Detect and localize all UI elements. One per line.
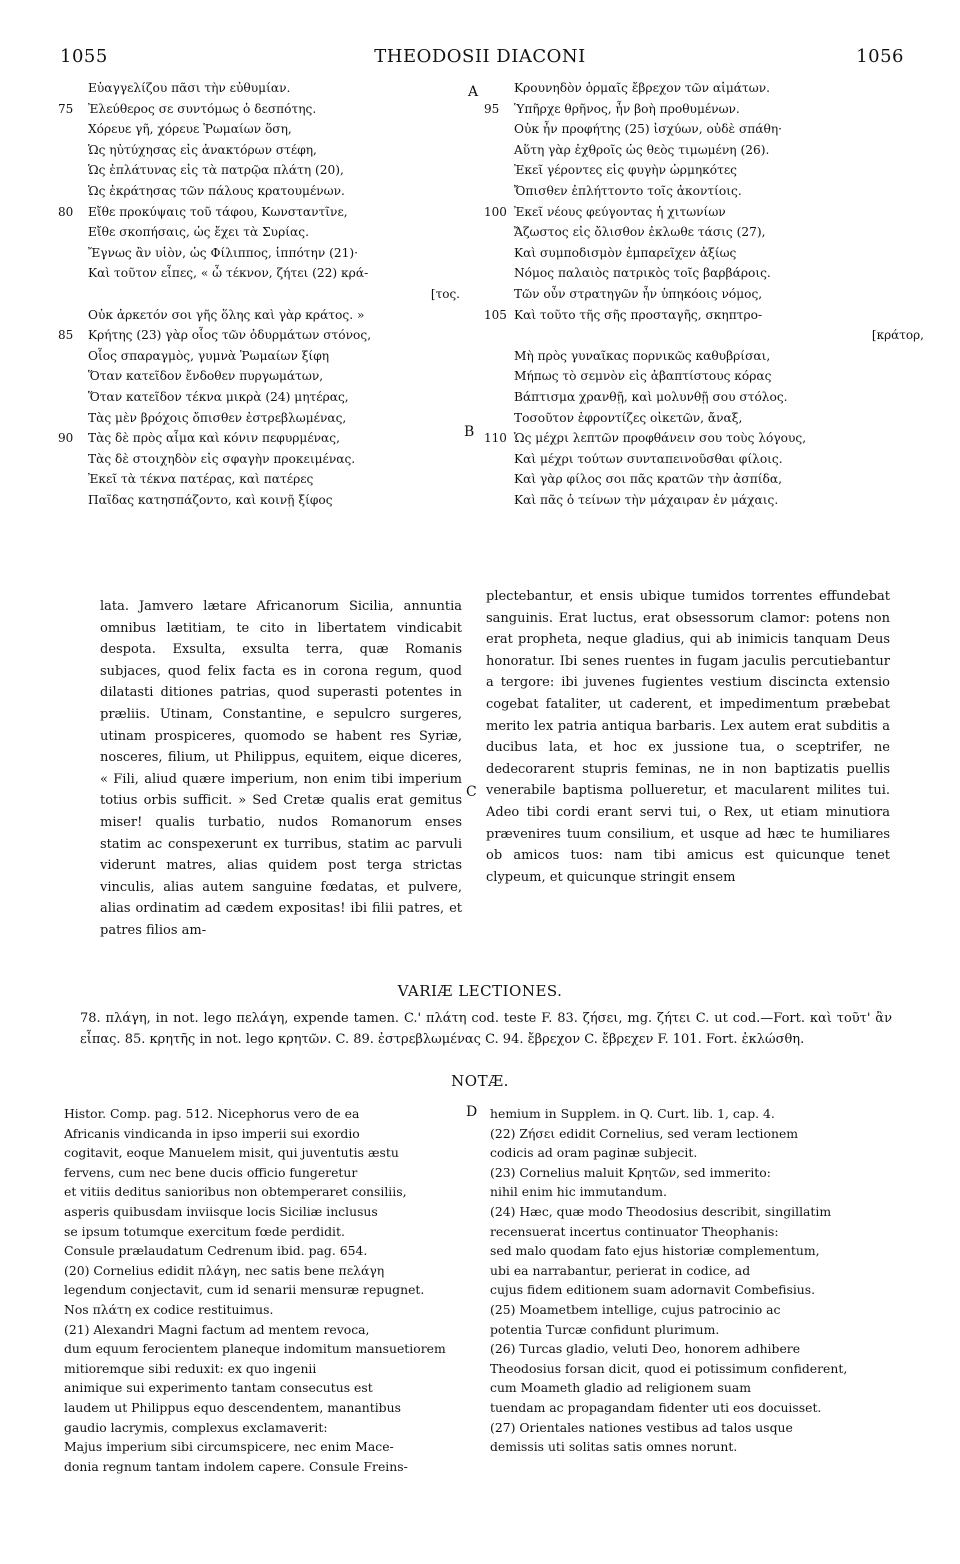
note-line: nihil enim hic immutandum.	[490, 1184, 667, 1200]
note-line: sed malo quodam fato ejus historiæ complementum,	[490, 1243, 820, 1259]
verse-line	[58, 387, 460, 408]
note-line: (20) Cornelius edidit πλάγη, nec satis bene πελάγη	[64, 1262, 385, 1278]
verse-text: Μήπως τὸ σεμνὸν εἰς ἀβαπτίστους κόρας	[514, 369, 772, 384]
verse-text: Καὶ τοῦτον εἶπες, « ὦ τέκνον, ζήτει (22) κρά-	[88, 266, 369, 281]
note-line: (26) Turcas gladio, veluti Deo, honorem adhibere	[490, 1341, 801, 1357]
latin-translation-left: lata. Jamvero lætare Africanorum Sicilia, annuntia omnibus lætitiam, te cito in libertatem vindicabit despota. Exsulta, exsulta terra, quæ Romanis subjaces, quod felix facta es in corona regum, quod dilatasti ditiones patrias, quod superasti potentes in præliis. Utinam, Constantine, e sepulcro surgeres, utinam prospiceres, quomodo se habent res Syriæ, nosceres, filium, ut Philippus, equitem, eique diceres, « Fili, aliud quære imperium, non enim tibi imperium totius orbis sufficit. » Sed Cretæ qualis erat gemitus miser! qualis turbatio, nudos Romanorum enses statim ac conspexerunt ex turribus, statim ac parvuli viderunt matres, alias quidem post terga strictas vinculis, alias autem sanguine fœdatas, et pulvere, alias ordinatim ad cædem expositas! ibi filii patres, et patres filios am-	[100, 599, 462, 938]
note-line: cujus fidem editionem suam adornavit Combefisius.	[490, 1282, 816, 1298]
note-line: (21) Alexandri Magni factum ad mentem revoca,	[64, 1321, 370, 1337]
verse-text: Καὶ γὰρ φίλος σοι πᾶς κρατῶν τὴν ἀσπίδα,	[514, 472, 782, 487]
verse-text: Καὶ μέχρι τούτων συνταπεινοῦσθαι φίλοις.	[514, 451, 783, 466]
verse-text: Ὅταν κατεῖδον τέκνα μικρὰ (24) μητέρας,	[88, 389, 349, 404]
verse-text: Αὕτη γὰρ ἐχθροῖς ὡς θεὸς τιμωμένη (26).	[514, 142, 770, 157]
note-line: animique sui experimento tantam consecutus est	[64, 1380, 373, 1396]
note-line: cum Moameth gladio ad religionem suam	[490, 1380, 751, 1396]
verse-text: Ἐλεύθερος σε συντόμως ὁ δεσπότης.	[88, 101, 317, 116]
verse-carryover: [τος.	[430, 286, 460, 301]
verse-text: Καὶ τοῦτο τῆς σῆς προσταγῆς, σκηπτρο-	[514, 307, 763, 322]
verse-line	[58, 243, 460, 264]
verse-text: Ἐκεῖ τὰ τέκνα πατέρας, καὶ πατέρες	[88, 472, 314, 487]
verse-line	[58, 263, 460, 284]
margin-letter-d: D	[466, 1104, 478, 1120]
verse-text: Τῶν οὖν στρατηγῶν ἦν ὑπηκόοις νόμος,	[514, 286, 763, 301]
verse-text: Κρήτης (23) γὰρ οἷος τῶν ὀδυρμάτων στόνος,	[88, 328, 372, 343]
verse-text: Εἴθε προκύψαις τοῦ τάφου, Κωνσταντῖνε,	[88, 204, 348, 219]
note-line: Consule prælaudatum Cedrenum ibid. pag. 654.	[64, 1243, 368, 1259]
verse-line	[484, 243, 924, 264]
verse-line	[58, 119, 460, 140]
verse-line	[58, 222, 460, 243]
verse-text: Τὰς δὲ στοιχηδὸν εἰς σφαγὴν προκειμένας.	[88, 451, 356, 466]
verse-text: Χόρευε γῆ, χόρευε Ῥωμαίων ὅση,	[88, 122, 292, 137]
latin-translation-right: plectebantur, et ensis ubique tumidos torrentes effundebat sanguinis. Erat luctus, erat obsessorum clamor: potens non erat propheta, neque gladius, qui ab inimicis tanquam Deus honoratur. Ibi senes ruentes in fugam jaculis percutiebantur a tergore: ibi juvenes fugientes vestium discincta extensio cogebat fataliter, ut caderent, et impedimentum præbebat merito lex patria antiqua barbaris. Lex autem erat subditis a ducibus lata, et hoc ex jussione tua, o sceptrifer, ne dedecorarent stupris feminas, ne in non baptizatis puellis venerabile baptisma pollueretur, et macularent milites tui. Adeo tibi cordi erant servi tui, o Rex, ut etiam minutiora prævenires tuum consilium, et usque ad hæc te humiliares ob amicos tuos: nam tibi amicus est quicunque tenet clypeum, et quicunque stringit ensem	[486, 589, 890, 885]
margin-letter-c: C	[466, 784, 477, 800]
verse-line	[484, 387, 924, 408]
variae-lectiones-title: VARIÆ LECTIONES.	[397, 982, 563, 1000]
greek-verse-right-column	[484, 78, 924, 510]
note-line: dum equum ferocientem planeque indomitum mansuetiorem	[64, 1341, 446, 1357]
verse-text: Εἴθε σκοπήσαις, ὡς ἔχει τὰ Συρίας.	[88, 225, 309, 240]
verse-line	[484, 263, 924, 284]
note-line: (25) Moametbem intellige, cujus patrocinio ac	[490, 1301, 781, 1317]
verse-line	[58, 99, 460, 120]
verse-line	[58, 408, 460, 429]
verse-text: Μὴ πρὸς γυναῖκας πορνικῶς καθυβρίσαι,	[514, 348, 771, 363]
verse-line	[484, 408, 924, 429]
verse-text: Ὅταν κατεῖδον ἔνδοθεν πυργωμάτων,	[88, 369, 324, 384]
note-line: hemium in Supplem. in Q. Curt. lib. 1, cap. 4.	[490, 1106, 775, 1121]
note-line: mitioremque sibi reduxit: ex quo ingenii	[64, 1360, 317, 1376]
verse-text: Καὶ πᾶς ὁ τείνων τὴν μάχαιραν ἐν μάχαις.	[514, 492, 779, 507]
verse-line	[58, 449, 460, 470]
note-line: Theodosius forsan dicit, quod ei potissimum confiderent,	[490, 1360, 848, 1376]
verse-text: Βάπτισμα χρανθῇ, καὶ μολυνθῇ σου στόλος.	[514, 389, 788, 404]
note-line: (27) Orientales nationes vestibus ad talos usque	[490, 1419, 793, 1435]
verse-number: 105	[484, 307, 507, 322]
verse-line	[484, 325, 924, 346]
verse-line	[484, 469, 924, 490]
verse-line	[484, 78, 924, 99]
note-line: Majus imperium sibi circumspicere, nec enim Mace-	[64, 1439, 394, 1455]
margin-letter-a: A	[468, 84, 479, 100]
verse-text: Ὡς ηὐτύχησας εἰς ἀνακτόρων στέφη,	[88, 142, 317, 157]
right-page-number: 1056	[856, 46, 904, 67]
verse-text: Οἷος σπαραγμὸς, γυμνὰ Ῥωμαίων ξίφη	[88, 348, 330, 363]
note-line: gaudio lacrymis, complexus exclamaverit:	[64, 1419, 328, 1435]
verse-line	[484, 202, 924, 223]
verse-text: Ὡς μέχρι λεπτῶν προφθάνειν σου τοὺς λόγους,	[514, 431, 807, 446]
note-line: Histor. Comp. pag. 512. Nicephorus vero de ea	[64, 1106, 360, 1121]
note-line: asperis quibusdam inviisque locis Siciliæ inclusus	[64, 1203, 378, 1219]
verse-text: Ἐκεῖ γέροντες εἰς φυγὴν ὡρμηκότες	[514, 163, 738, 178]
verse-text: Ἔγνως ἂν υἱὸν, ὡς Φίλιππος, ἱππότην (21)·	[88, 245, 359, 260]
verse-line	[484, 449, 924, 470]
note-line: donia regnum tantam indolem capere. Consule Freins-	[64, 1458, 408, 1474]
notae-right-column	[490, 1104, 892, 1457]
verse-number: 85	[58, 328, 74, 343]
verse-text: Νόμος παλαιὸς πατρικὸς τοῖς βαρβάροις.	[514, 266, 771, 281]
verse-line	[58, 78, 460, 99]
note-line: (24) Hæc, quæ modo Theodosius describit, singillatim	[490, 1203, 832, 1219]
note-line: fervens, cum nec bene ducis officio fungeretur	[64, 1164, 358, 1180]
note-line: (23) Cornelius maluit Κρητῶν, sed immerito:	[490, 1164, 771, 1180]
verse-line	[58, 160, 460, 181]
verse-text: Τοσοῦτον ἐφροντίζες οἰκετῶν, ἄναξ,	[514, 410, 743, 425]
note-line: se ipsum totumque exercitum fœde perdidit.	[64, 1223, 345, 1239]
verse-line	[484, 181, 924, 202]
verse-number: 100	[484, 204, 507, 219]
verse-text: Ὑπῆρχε θρῆνος, ἦν βοὴ προθυμένων.	[514, 101, 740, 116]
verse-number: 110	[484, 431, 507, 446]
verse-text: Οὐκ ἀρκετόν σοι γῆς ὅλης καὶ γὰρ κράτος. »	[88, 307, 365, 322]
note-line: Africanis vindicanda in ipso imperii sui exordio	[64, 1125, 360, 1141]
verse-text: Τὰς δὲ πρὸς αἷμα καὶ κόνιν πεφυρμένας,	[88, 431, 340, 446]
verse-line	[58, 490, 460, 511]
running-title: THEODOSII DIACONI	[374, 46, 586, 67]
note-line: legendum conjectavit, cum id senarii mensuræ repugnet.	[64, 1282, 425, 1298]
note-line: (22) Ζήσει edidit Cornelius, sed veram lectionem	[490, 1125, 799, 1141]
left-page-number: 1055	[60, 46, 108, 67]
verse-line	[484, 366, 924, 387]
verse-number: 90	[58, 431, 74, 446]
notae-left-column	[64, 1104, 462, 1476]
note-line: laudem ut Philippus equo descendentem, manantibus	[64, 1399, 401, 1415]
verse-line	[58, 428, 460, 449]
verse-text: Παῖδας κατησπάζοντο, καὶ κοινῇ ξίφος	[88, 492, 333, 507]
verse-line	[58, 366, 460, 387]
verse-line	[484, 428, 924, 449]
note-line: codicis ad oram paginæ subjecit.	[490, 1145, 698, 1161]
verse-text: Καὶ συμποδισμὸν ἐμπαρεῖχεν ἀξίως	[514, 245, 737, 260]
verse-text: Ὄπισθεν ἐπλήττοντο τοῖς ἀκοντίοις.	[514, 183, 742, 198]
note-line: demissis uti solitas satis omnes norunt.	[490, 1439, 738, 1455]
verse-line	[484, 284, 924, 305]
verse-line	[484, 160, 924, 181]
verse-line	[484, 490, 924, 511]
verse-line	[484, 140, 924, 161]
verse-text: Κρουνηδὸν ὁρμαῖς ἔβρεχον τῶν αἱμάτων.	[514, 81, 770, 95]
verse-text: Ἄζωστος εἰς ὄλισθον ἐκλωθε τάσις (27),	[514, 225, 766, 240]
verse-line	[58, 325, 460, 346]
verse-line	[58, 284, 460, 305]
verse-line	[484, 119, 924, 140]
verse-line	[484, 346, 924, 367]
margin-letter-b: B	[464, 424, 475, 440]
verse-number: 75	[58, 101, 74, 116]
verse-text: Εὐαγγελίζου πᾶσι τὴν εὐθυμίαν.	[88, 81, 291, 95]
note-line: et vitiis deditus sanioribus non obtemperaret consiliis,	[64, 1184, 407, 1200]
note-line: tuendam ac propagandam fidenter uti eos docuisset.	[490, 1399, 822, 1415]
verse-line	[484, 222, 924, 243]
greek-verse-left-column	[58, 78, 460, 510]
verse-text: Ἐκεῖ νέους φεύγοντας ἡ χιτωνίων	[514, 204, 726, 219]
note-line: cogitavit, eoque Manuelem misit, qui juventutis æstu	[64, 1145, 399, 1161]
note-line: Nos πλάτη ex codice restituimus.	[64, 1301, 274, 1317]
verse-text: Οὐκ ἦν προφήτης (25) ἰσχύων, οὐδὲ σπάθη·	[514, 122, 783, 137]
verse-line	[58, 469, 460, 490]
verse-number: 80	[58, 204, 74, 219]
variae-lectiones-text: 78. πλάγη, in not. lego πελάγη, expende tamen. C.' πλάτη cod. teste F. 83. ζήσει, mg. ζήτει C. ut cod.—Fort. καὶ τοῦτ' ἂν εἶπας. 85. κρητῆς in not. lego κρητῶν. C. 89. ἐστρεβλωμένας C. 94. ἔβρεχον C. ἔβρεχεν F. 101. Fort. ἐκλώσθη.	[80, 1011, 892, 1047]
verse-number: 95	[484, 101, 500, 116]
verse-line	[484, 305, 924, 326]
note-line: ubi ea narrabantur, perierat in codice, ad	[490, 1262, 751, 1278]
verse-line	[58, 181, 460, 202]
verse-line	[58, 140, 460, 161]
verse-line	[58, 202, 460, 223]
verse-line	[58, 305, 460, 326]
note-line: recensuerat incertus continuator Theophanis:	[490, 1223, 779, 1239]
verse-text: Ὡς ἐκράτησας τῶν πάλους κρατουμένων.	[88, 183, 345, 198]
verse-text: Ὡς ἐπλάτυνας εἰς τὰ πατρῷα πλάτη (20),	[88, 163, 344, 178]
notae-title: NOTÆ.	[451, 1072, 509, 1090]
verse-carryover: [κράτορ,	[871, 328, 924, 343]
verse-text: Τὰς μὲν βρόχοις ὄπισθεν ἐστρεβλωμένας,	[88, 410, 347, 425]
verse-line	[58, 346, 460, 367]
note-line: potentia Turcæ confidunt plurimum.	[490, 1321, 720, 1337]
verse-line	[484, 99, 924, 120]
